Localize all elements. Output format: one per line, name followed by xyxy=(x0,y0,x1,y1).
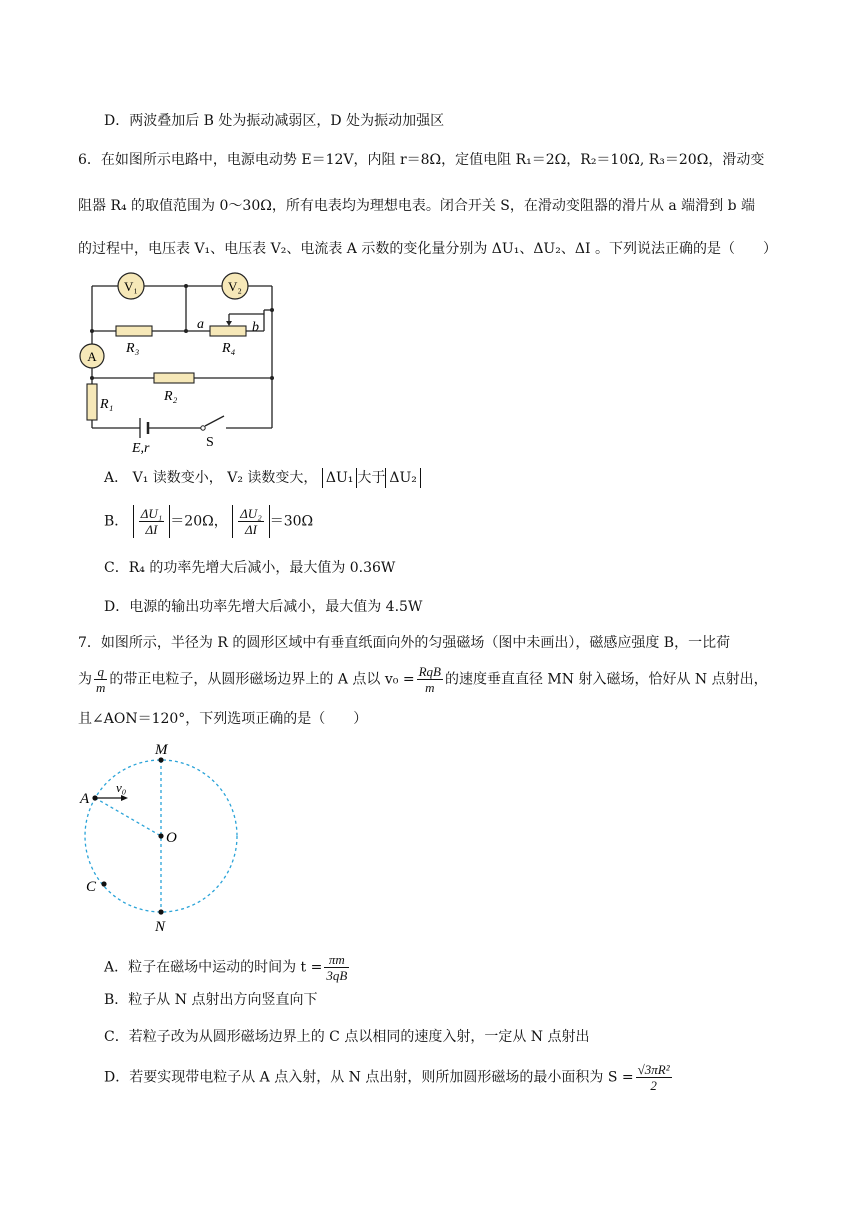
v0-label: v₀ xyxy=(116,780,127,795)
ammeter-label: A xyxy=(87,349,97,364)
switch-label: S xyxy=(206,435,214,450)
q7-option-b: B．粒子从 N 点射出方向竖直向下 xyxy=(104,992,318,1008)
q7-stem-line2 xyxy=(78,664,768,695)
q7-option-d-text: D．若要实现带电粒子从 A 点入射，从 N 点出射，则所加圆形磁场的最小面积为 S = xyxy=(104,1069,634,1086)
terminal-a-label: a xyxy=(197,317,204,332)
point-a-label: A xyxy=(80,791,90,807)
q6-option-a-abs1: ΔU₁ xyxy=(322,468,358,488)
q7-stem-line1: 7．如图所示，半径为 R 的圆形区域中有垂直纸面向外的匀强磁场（图中未画出），磁感应强度 B，一比荷 xyxy=(78,635,731,651)
q7-charge-ratio-num: q xyxy=(94,664,107,680)
q6-option-a xyxy=(104,468,421,488)
q6-option-b-val2: ＝30Ω xyxy=(269,513,314,530)
q7-option-a-text: A．粒子在磁场中运动的时间为 t = xyxy=(104,959,323,976)
q6-option-a-prefix: A． xyxy=(104,470,129,486)
r1-resistor xyxy=(87,384,97,420)
q7-option-a-num: πm xyxy=(324,952,349,968)
q7-option-d xyxy=(104,1062,674,1093)
q7-option-d-den: 2 xyxy=(650,1078,657,1093)
q6-circuit-diagram xyxy=(74,268,284,458)
r3-label: R₃ xyxy=(126,341,140,356)
r4-resistor xyxy=(210,326,246,336)
radius-ao xyxy=(95,798,161,836)
source-label: E,r xyxy=(132,441,150,456)
q7-stem-line2-post: 的速度垂直直径 MN 射入磁场，恰好从 N 点射出， xyxy=(444,671,768,688)
r2-resistor xyxy=(154,373,194,383)
q7-option-a-den: 3qB xyxy=(326,968,348,983)
r3-resistor xyxy=(116,326,152,336)
q6-option-d: D．电源的输出功率先增大后减小，最大值为 4.5W xyxy=(104,599,423,615)
r4-label: R₄ xyxy=(222,341,236,356)
v2-label: V₂ xyxy=(228,279,242,294)
q7-option-a xyxy=(104,952,351,983)
q6-option-a-text2: V₂ 读数变大， xyxy=(227,470,318,486)
r1-label: R₁ xyxy=(100,397,114,412)
point-c-label: C xyxy=(86,879,97,895)
q6-stem-line2: 阻器 R₄ 的取值范围为 0～30Ω，所有电表均为理想电表。闭合开关 S，在滑动变阻器的滑片从 a 端滑到 b 端 xyxy=(78,198,755,214)
q6-option-b-val1: ＝20Ω， xyxy=(170,513,228,530)
q6-option-b-den2: ΔI xyxy=(244,522,257,537)
q6-stem-line1: 6．在如图所示电路中，电源电动势 E＝12V，内阻 r＝8Ω，定值电阻 R₁＝2Ω，R₂＝10Ω, R₃＝20Ω，滑动变 xyxy=(78,152,765,168)
q6-option-a-text1: V₁ 读数变小， xyxy=(132,470,223,486)
q6-stem-line3: 的过程中，电压表 V₁、电压表 V₂、电流表 A 示数的变化量分别为 ΔU₁、ΔU₂、ΔI 。下列说法正确的是（ ） xyxy=(78,241,777,257)
velocity-arrow-icon xyxy=(121,795,128,801)
q6-option-b xyxy=(104,505,313,538)
q7-charge-ratio-den: m xyxy=(96,680,106,695)
q7-stem-line2-pre: 为 xyxy=(78,671,92,688)
q6-option-a-mid: 大于 xyxy=(357,470,386,486)
q6-option-a-abs2: ΔU₂ xyxy=(385,468,421,488)
q5-option-d: D．两波叠加后 B 处为振动减弱区，D 处为振动加强区 xyxy=(104,113,445,129)
q6-option-b-den1: ΔI xyxy=(145,522,158,537)
q7-option-d-num: √3πR² xyxy=(637,1062,670,1077)
q6-option-b-prefix: B． xyxy=(104,513,129,530)
v1-label: V₁ xyxy=(124,279,138,294)
q6-option-c: C．R₄ 的功率先增大后减小，最大值为 0.36W xyxy=(104,560,396,576)
r2-label: R₂ xyxy=(164,389,178,404)
q6-option-b-num1: ΔU₁ xyxy=(140,506,163,521)
q7-velocity-num: RqB xyxy=(418,664,441,679)
point-o-label: O xyxy=(166,830,177,846)
q7-stem-line2-mid: 的带正电粒子，从圆形磁场边界上的 A 点以 v₀ = xyxy=(109,671,415,688)
point-m-label: M xyxy=(155,742,168,758)
q7-magnetic-field-figure xyxy=(76,738,256,938)
q7-option-c: C．若粒子改为从圆形磁场边界上的 C 点以相同的速度入射，一定从 N 点射出 xyxy=(104,1029,590,1045)
terminal-b-label: b xyxy=(252,320,259,335)
q7-stem-line3: 且∠AON＝120°，下列选项正确的是（ ） xyxy=(78,711,368,727)
point-n-label: N xyxy=(155,919,166,935)
q6-option-b-num2: ΔU₂ xyxy=(240,506,262,521)
q7-velocity-den: m xyxy=(425,680,435,695)
